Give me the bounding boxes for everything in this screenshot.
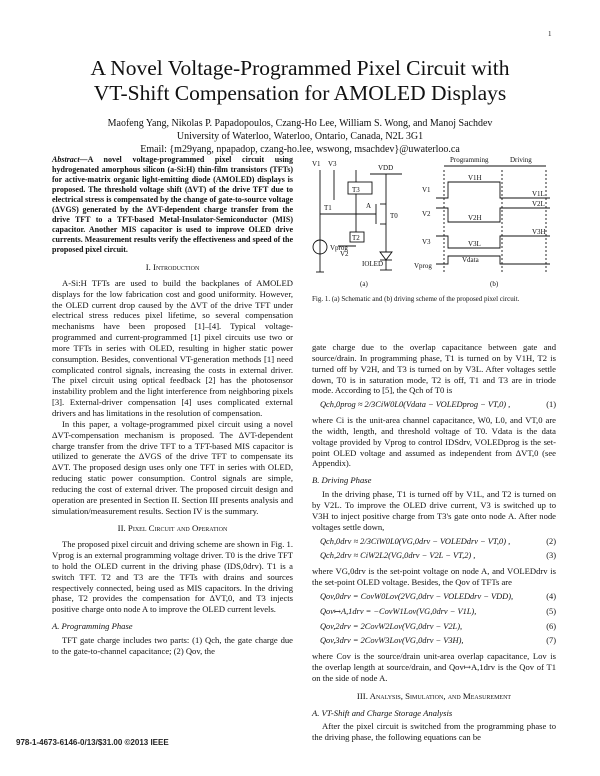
subsection-3a-heading: A. VT-Shift and Charge Storage Analysis: [312, 707, 453, 718]
section-1-heading: I. Introduction: [145, 262, 200, 272]
fig-row-v3: V3: [422, 238, 431, 246]
page-number: 1: [548, 30, 552, 38]
subsection-b-heading: B. Driving Phase: [312, 475, 372, 486]
parameter-paragraph: where Ci is the unit-area channel capacitance, W0, L0, and VT,0 are the width, length, and threshold voltage of T0. Vdata is the data voltage provided by Vprog to control IDSdrv, VOLEDprog is the set-point OLED voltage and assumed as independent from ΔVT,0 (see Appendix).: [312, 415, 556, 469]
analysis-paragraph: After the pixel circuit is switched from the programming phase to the driving phase, the following equations can be: [312, 721, 556, 743]
equation-6-body: Qov,2drv = 2CovW2Lov(VG,0drv − V2L),: [320, 621, 463, 631]
abstract-text: A novel voltage-programmed pixel circuit using hydrogenated amorphous silicon (a-Si:H) thin-film transistors (TFTs) for active-matrix organic light-emitting diode (AMOLED) displays is proposed. The threshold voltage shift (ΔVT) of the drive TFT due to electrical stress is compensated by the change of gate-to-source voltage (ΔVGS) generated by the ΔVT-dependent charge transfer from the drive TFT to a TFT-based Metal-Insulator-Semiconductor (MIS) capacitor. Another MIS capacitor is used to improve OLED drive currents. Measurement results verify the effectiveness and speed of the proposed pixel circuit.: [52, 155, 293, 254]
subsection-a-heading: A. Programming Phase: [52, 621, 133, 632]
fig-caption-b: (b): [490, 280, 499, 288]
equation-1-body: Qch,0prog ≈ 2/3CiW0L0(Vdata − VOLEDprog − VT,0) ,: [320, 400, 511, 410]
equation-3-body: Qch,2drv ≈ CiW2L2(VG,0drv − V2L − VT,2) ,: [320, 551, 476, 561]
equation-7-body: Qov,3drv = 2CovW3Lov(VG,0drv − V3H),: [320, 636, 464, 646]
authors: Maofeng Yang, Nikolas P. Papadopoulos, Czang-Ho Lee, William S. Wong, and Manoj Sachdev: [107, 118, 493, 129]
section-2-paragraph-1: The proposed pixel circuit and driving scheme are shown in Fig. 1. Vprog is an external programming voltage driver. T0 is the drive TFT to hold the OLED current in the driving phase (IDS,0drv). T1 is a switch TFT. T2 and T3 are the TFTs with drains and sources respectively connected, being used as MIS capacitors. In the driving phase, T2 provides the compensation for ΔVT,0, and T3 injects positive charge onto node A to improve the OLED current levels.: [52, 539, 293, 615]
fig-label-driving: Driving: [510, 156, 532, 164]
fig-level-v1l: V1L: [532, 190, 545, 198]
fig-label-ioled: IOLED: [362, 260, 383, 268]
fig-label-v2: V2: [340, 250, 349, 258]
figure-1-caption: Fig. 1. (a) Schematic and (b) driving scheme of the proposed pixel circuit.: [312, 295, 520, 303]
figure-1-svg: [310, 152, 558, 292]
email: Email: {m29yang, npapadop, czang-ho.lee, wswong, msachdev}@uwaterloo.ca: [140, 144, 460, 155]
driving-paragraph: In the driving phase, T1 is turned off by V1L, and T2 is turned on by V2L. To improve the OLED drive current, V3 is switched up to V3H to inject positive charge from T3's gate onto node A. After node voltages settle down,: [312, 489, 556, 532]
abstract-label: Abstract—: [52, 155, 88, 164]
fig-level-v3h: V3H: [532, 228, 546, 236]
fig-label-v1: V1: [312, 160, 321, 168]
fig-label-t0: T0: [390, 212, 398, 220]
setpoint-paragraph: where VG,0drv is the set-point voltage on node A, and VOLEDdrv is the set-point OLED voltage. Besides, the Qov of TFTs are: [312, 566, 556, 588]
equation-7-number: (7): [546, 636, 556, 646]
equation-4-number: (4): [546, 591, 556, 601]
paper-title: [0, 56, 600, 106]
abstract: [52, 155, 293, 255]
fig-label-v3: V3: [328, 160, 337, 168]
fig-label-programming: Programming: [450, 156, 489, 164]
fig-label-t3: T3: [352, 186, 360, 194]
equation-4-body: Qov,0drv = CovW0Lov(2VG,0drv − VOLEDdrv − VDD),: [320, 591, 514, 601]
equation-6: [320, 622, 556, 633]
programming-paragraph: gate charge due to the overlap capacitance between gate and source/drain. In programming phase, T1 is turned on by V1H, T2 is turned off by V2H, and T3 is turned on by V3L. After voltages settle down, T0 is in saturation mode, T2 is off, T1 and T3 are in triode mode. According to [5], the Qch of T0 is: [312, 342, 556, 396]
equation-2: [320, 537, 556, 548]
fig-level-vdata: Vdata: [462, 256, 479, 264]
overlap-paragraph: where Cov is the source/drain unit-area overlap capacitance, Lov is the overlap length at source/drain, and Qov↦A,1drv is the Qov of T1 on the side of node A.: [312, 651, 556, 683]
fig-caption-a: (a): [360, 280, 368, 288]
fig-level-v1h: V1H: [468, 174, 482, 182]
intro-paragraph-1: A-Si:H TFTs are used to build the backplanes of AMOLED displays for the low fabrication cost and good uniformity. However, the OLED current drop caused by the ΔVT of the drive TFT under electrical stress reduces pixel lifetime, so several compensation mechanisms have been proposed [1]–[4]. Typical voltage-programmed and current-programmed [1] pixel circuits use two or more TFTs in series with OLED, resulting in higher static power consumption. Besides, conventional VT-generation methods [1] need complicated control signals, increasing the costs in external driver. The pixel circuit using optical feedback [2] has the photosensor instability problem and the light interference from neighboring pixels [3]. External-driver compensation [4] uses complicated external drivers and has limitations in the resolution of compensation.: [52, 277, 293, 418]
left-column: [52, 155, 293, 657]
equation-4: [320, 592, 556, 603]
equation-5-number: (5): [546, 606, 556, 616]
equation-2-body: Qch,0drv ≈ 2/3CiW0L0(VG,0drv − VOLEDdrv − VT,0) ,: [320, 536, 511, 546]
fig-level-v3l: V3L: [468, 240, 481, 248]
affiliation: University of Waterloo, Waterloo, Ontario, Canada, N2L 3G1: [176, 131, 424, 142]
figure-1: [310, 152, 558, 292]
fig-label-t1: T1: [324, 204, 332, 212]
title-line-1: A Novel Voltage-Programmed Pixel Circuit with: [90, 56, 510, 80]
fig-row-v1: V1: [422, 186, 431, 194]
fig-label-vprog: Vprog: [330, 244, 348, 252]
right-column: [312, 342, 556, 743]
fig-level-v2h: V2H: [468, 214, 482, 222]
equation-5: [320, 607, 556, 618]
fig-label-vdd: VDD: [378, 164, 394, 172]
equation-2-number: (2): [546, 536, 556, 546]
fig-label-node-a: A: [366, 202, 372, 210]
fig-label-t2: T2: [352, 234, 360, 242]
fig-row-v2: V2: [422, 210, 431, 218]
author-block: [0, 117, 600, 156]
subsection-a-paragraph-1: TFT gate charge includes two parts: (1) Qch, the gate charge due to the gate-to-channel capacitance; (2) Qov, the: [52, 635, 293, 656]
equation-1: [320, 400, 556, 411]
fig-level-v2l: V2L: [532, 200, 545, 208]
equation-3-number: (3): [546, 551, 556, 561]
equation-3: [320, 551, 556, 562]
fig-row-vprog: Vprog: [414, 262, 432, 270]
equation-5-body: Qov↦A,1drv = −CovW1Lov(VG,0drv − V1L),: [320, 606, 477, 616]
equation-6-number: (6): [546, 621, 556, 631]
equation-1-number: (1): [546, 400, 556, 410]
section-3-heading: III. Analysis, Simulation, and Measurement: [356, 690, 512, 701]
equation-7: [320, 636, 556, 647]
ieee-footer: 978-1-4673-6146-0/13/$31.00 ©2013 IEEE: [16, 738, 169, 747]
intro-paragraph-2: In this paper, a voltage-programmed pixel circuit using a novel ΔVT-compensation mechanism is proposed. The ΔVT-dependent charge transfer from the drive TFT to a TFT-based MIS capacitor is utilized to generate the ΔVGS of the drive TFT to compensate its ΔVT. The proposed design uses only one TFT in series with OLED, reducing static power consumption. Control signals are simple, reducing the cost of external driver. The proposed circuit design and operation are presented in Section II. Section III presents analysis and simulation/measurement results. Section IV is the summary.: [52, 418, 293, 516]
section-2-heading: II. Pixel Circuit and Operation: [117, 523, 228, 534]
title-line-2: VT-Shift Compensation for AMOLED Displays: [93, 81, 507, 105]
